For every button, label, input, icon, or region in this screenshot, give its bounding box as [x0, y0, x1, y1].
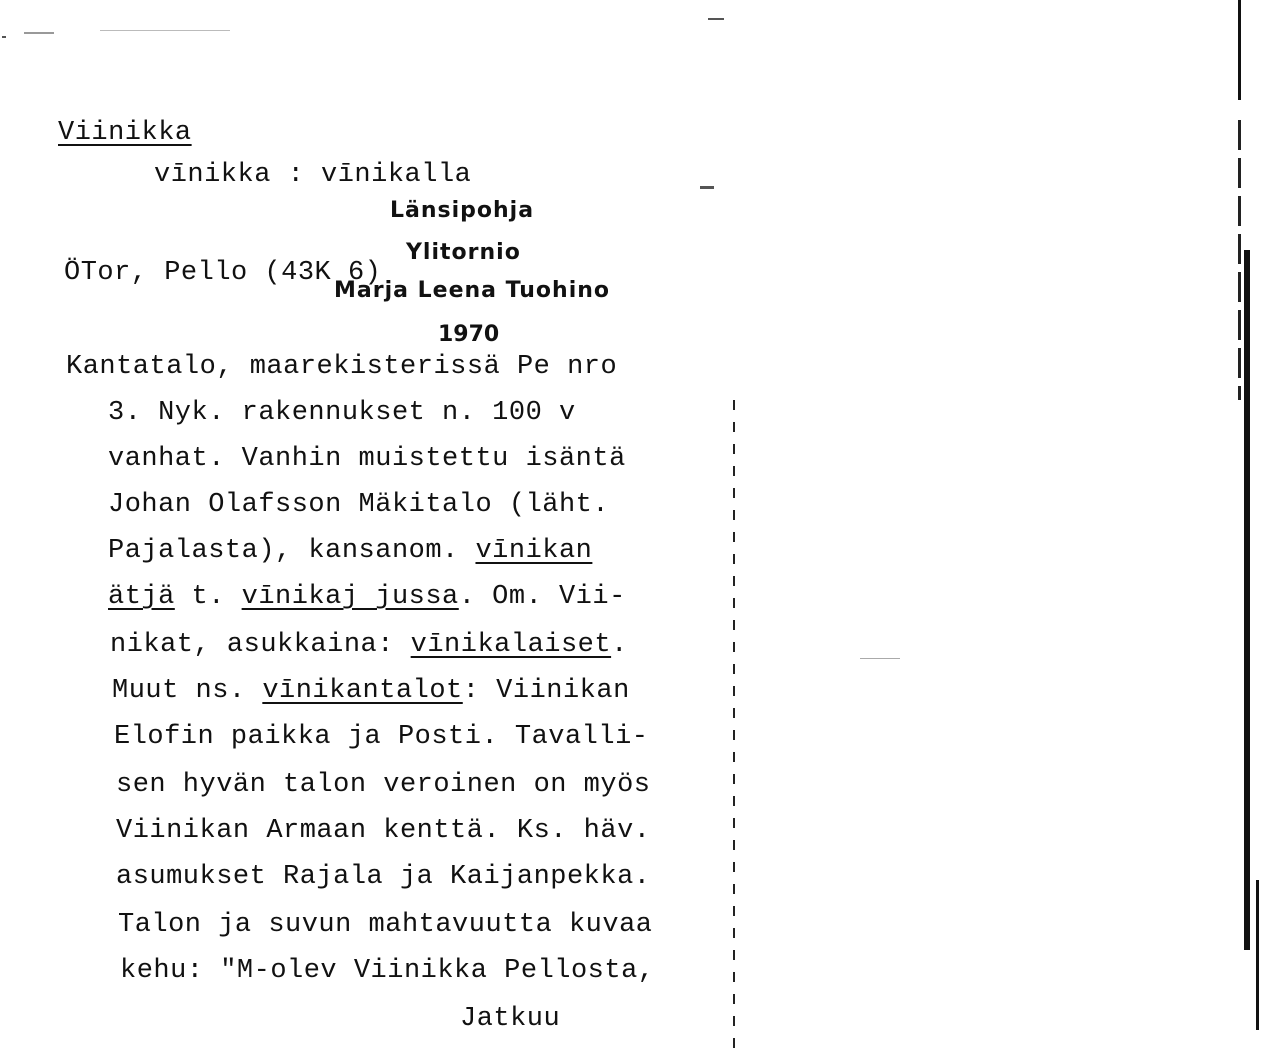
body-line-11: Viinikan Armaan kenttä. Ks. häv. — [116, 816, 651, 846]
body-line-9: Elofin paikka ja Posti. Tavalli- — [114, 722, 649, 752]
parish-stamp: Ylitornio — [406, 240, 521, 265]
dialect-form: ätjä — [108, 582, 175, 612]
scan-speck — [2, 36, 6, 38]
scan-speck — [700, 186, 714, 189]
year-stamp: 1970 — [438, 322, 500, 347]
body-line-7 — [110, 630, 628, 660]
scan-border — [1256, 880, 1259, 1030]
card-edge-dashes — [733, 400, 735, 1050]
body-text: t. — [174, 582, 242, 612]
dialect-form: vīnikantalot — [262, 676, 463, 706]
body-line-3: vanhat. Vanhin muistettu isäntä — [108, 444, 626, 474]
body-text: : Viinikan — [462, 676, 630, 706]
body-line-6 — [108, 582, 626, 612]
region-stamp: Länsipohja — [390, 198, 535, 223]
headword: Viinikka — [58, 118, 192, 148]
scan-border — [1238, 120, 1241, 400]
place-line: ÖTor, Pello (43K 6) — [64, 258, 382, 288]
body-text: . Om. Vii- — [458, 582, 626, 612]
body-text: . — [611, 630, 628, 660]
dialect-form: vīnikan — [475, 536, 593, 566]
body-line-1: Kantatalo, maarekisterissä Pe nro — [66, 352, 618, 382]
body-line-14: kehu: "M-olev Viinikka Pellosta, — [120, 956, 655, 986]
scan-speck — [24, 32, 54, 34]
body-line-10: sen hyvän talon veroinen on myös — [116, 770, 651, 800]
body-line-12: asumukset Rajala ja Kaijanpekka. — [116, 862, 651, 892]
body-text: Pajalasta), kansanom. — [108, 536, 459, 566]
collector-stamp: Marja Leena Tuohino — [334, 278, 611, 303]
scan-border — [1244, 250, 1250, 950]
body-text: Muut ns. — [112, 676, 263, 706]
pronunciation: vīnikka : vīnikalla — [154, 160, 472, 190]
scan-speck — [708, 18, 724, 20]
body-text: nikat, asukkaina: — [110, 630, 411, 660]
body-line-2: 3. Nyk. rakennukset n. 100 v — [108, 398, 576, 428]
body-line-5 — [108, 536, 592, 566]
dialect-form: vīnikaj jussa — [241, 582, 459, 612]
scan-speck — [100, 30, 230, 31]
body-line-13: Talon ja suvun mahtavuutta kuvaa — [118, 910, 653, 940]
body-line-4: Johan Olafsson Mäkitalo (läht. — [108, 490, 610, 520]
scan-border — [1238, 0, 1241, 100]
body-line-8 — [112, 676, 630, 706]
continued-note: Jatkuu — [460, 1004, 561, 1034]
scan-speck — [860, 658, 900, 659]
dialect-form: vīnikalaiset — [410, 630, 612, 660]
